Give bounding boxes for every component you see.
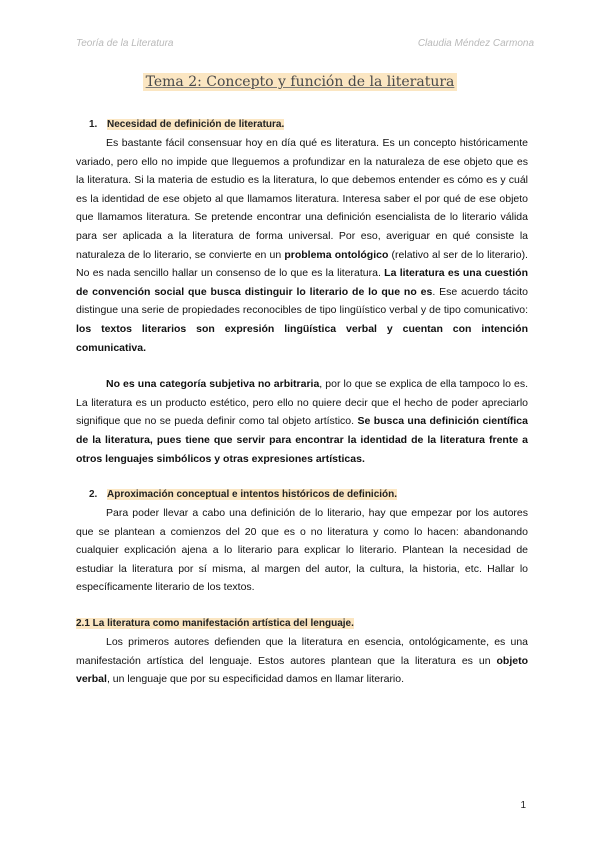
section-2-1-heading-text: 2.1 La literatura como manifestación artística del lenguaje. [76, 618, 354, 630]
section-1-paragraph-2 [76, 375, 528, 468]
document-body [76, 116, 528, 689]
header-author: Claudia Méndez Carmona [417, 38, 534, 49]
section-2-paragraph-1: Para poder llevar a cabo una definición de lo literario, hay que empezar por los autores que se plantean a comienzos del 20 que es o no literatura y como lo hacen: abandonando cualquier explicación ajena a lo literario para explicar lo literario. Plantean la necesidad de estudiar la literatura por sí misma, al margen del autor, la cultura, la historia, etc. Hallar lo específicamente literario de los textos. [76, 507, 528, 594]
page-title [0, 74, 600, 90]
section-1-number: 1. [89, 119, 98, 130]
bold-run: objeto verbal [76, 654, 528, 686]
bold-run: problema ontológico [284, 248, 389, 261]
section-2-number: 2. [89, 489, 98, 501]
page-number: 1 [520, 800, 526, 811]
section-2-heading-text: Aproximación conceptual e intentos históricos de definición. [107, 489, 398, 501]
bold-run: Se busca una definición científica de la literatura, pues tiene que servir para encontrar la identidad de la literatura frente a otros lenguajes simbólicos y otras expresiones artísticas. [76, 415, 528, 465]
section-2-1-heading [76, 615, 528, 633]
text-run: . Ese acuerdo tácito distingue una serie de propiedades reconocibles de tipo lingüístico verbal y de tipo comunicativo: [76, 285, 528, 317]
header-course-title: Teoría de la Literatura [76, 38, 174, 49]
text-run: (relativo al ser de lo literario). No es nada sencillo hallar un consenso de lo que es la literatura. [76, 248, 528, 280]
text-run: , por lo que se explica de ella tampoco lo es. La literatura es un producto estético, pero ello no quiere decir que el hecho de poder apreciarlo signifique que no se pueda definir como tal objeto artístico. [76, 378, 528, 428]
bold-run: No es una categoría subjetiva no arbitraria [106, 378, 320, 391]
text-run: Es bastante fácil consensuar hoy en día qué es literatura. Es un concepto históricamente variado, pero ello no impide que lleguemos a profundizar en la naturaleza de ese objeto que es la literatura. Si la materia de estudio es la literatura, lo que debemos entender es cómo es y cuál es la identidad de ese objeto al que llamamos literatura. Interesa saber el por qué de ese objeto que llamamos literatura. Se pretende encontrar una definición esencialista de lo literario válida para ser aplicada a la literatura de forma universal. Por eso, averiguar en qué consiste la naturaleza de lo literario, se convierte en un [76, 137, 528, 261]
section-2-heading [89, 486, 528, 504]
section-1-heading [89, 116, 528, 134]
text-run: Los primeros autores defienden que la literatura en esencia, ontológicamente, es una manifestación artística del lenguaje. Estos autores plantean que la literatura es un [76, 636, 528, 667]
section-1-paragraph-1 [76, 134, 528, 357]
page-title-text: Tema 2: Concepto y función de la literatura [143, 73, 458, 91]
section-2-1-paragraph-1 [76, 633, 528, 689]
bold-run: La literatura es una cuestión de convención social que busca distinguir lo literario de lo que no es [76, 267, 528, 298]
text-run: , un lenguaje que por su especificidad damos en llamar literario. [106, 673, 405, 686]
bold-run: los textos literarios son expresión lingüística verbal y cuentan con intención comunicativa. [76, 322, 528, 354]
section-1-heading-text: Necesidad de definición de literatura. [107, 119, 285, 130]
